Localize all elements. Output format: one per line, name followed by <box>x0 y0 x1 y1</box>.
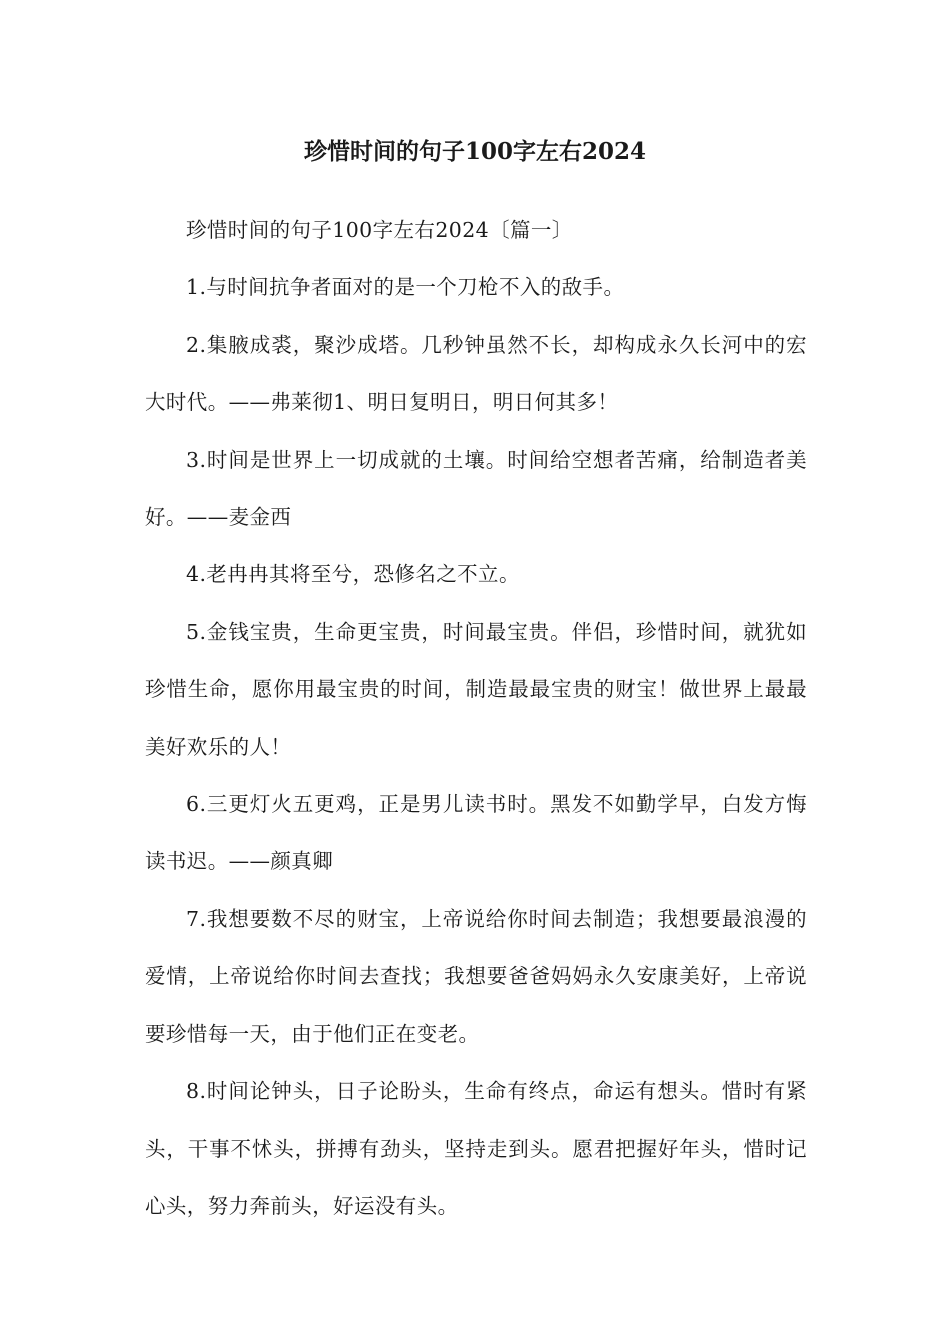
paragraph-quote-8: 8.时间论钟头，日子论盼头，生命有终点，命运有想头。惜时有紧头，干事不怵头，拼搏有劲头，坚持走到头。愿君把握好年头，惜时记心头，努力奔前头，好运没有头。 <box>145 1079 807 1218</box>
paragraph-quote-3: 3.时间是世界上一切成就的土壤。时间给空想者苦痛，给制造者美好。——麦金西 <box>145 447 807 530</box>
document-body <box>145 202 807 1235</box>
paragraph-quote-2: 2.集腋成裘，聚沙成塔。几秒钟虽然不长，却构成永久长河中的宏大时代。——弗莱彻1、明日复明日，明日何其多！ <box>145 332 807 415</box>
paragraph-section-heading: 珍惜时间的句子100字左右2024〔篇一〕 <box>186 218 573 242</box>
document-title: 珍惜时间的句子100字左右2024 <box>303 138 647 165</box>
paragraph-quote-5: 5.金钱宝贵，生命更宝贵，时间最宝贵。伴侣，珍惜时间，就犹如珍惜生命，愿你用最宝贵的时间，制造最最宝贵的财宝！做世界上最最美好欢乐的人！ <box>145 619 807 759</box>
paragraph-quote-7: 7.我想要数不尽的财宝，上帝说给你时间去制造；我想要最浪漫的爱情，上帝说给你时间去查找；我想要爸爸妈妈永久安康美好，上帝说要珍惜每一天，由于他们正在变老。 <box>145 906 807 1046</box>
paragraph-quote-4: 4.老冉冉其将至兮，恐修名之不立。 <box>186 562 520 587</box>
paragraph-quote-1: 1.与时间抗争者面对的是一个刀枪不入的敌手。 <box>186 275 625 300</box>
paragraph-quote-6: 6.三更灯火五更鸡，正是男儿读书时。黑发不如勤学早，白发方悔读书迟。——颜真卿 <box>145 792 807 874</box>
